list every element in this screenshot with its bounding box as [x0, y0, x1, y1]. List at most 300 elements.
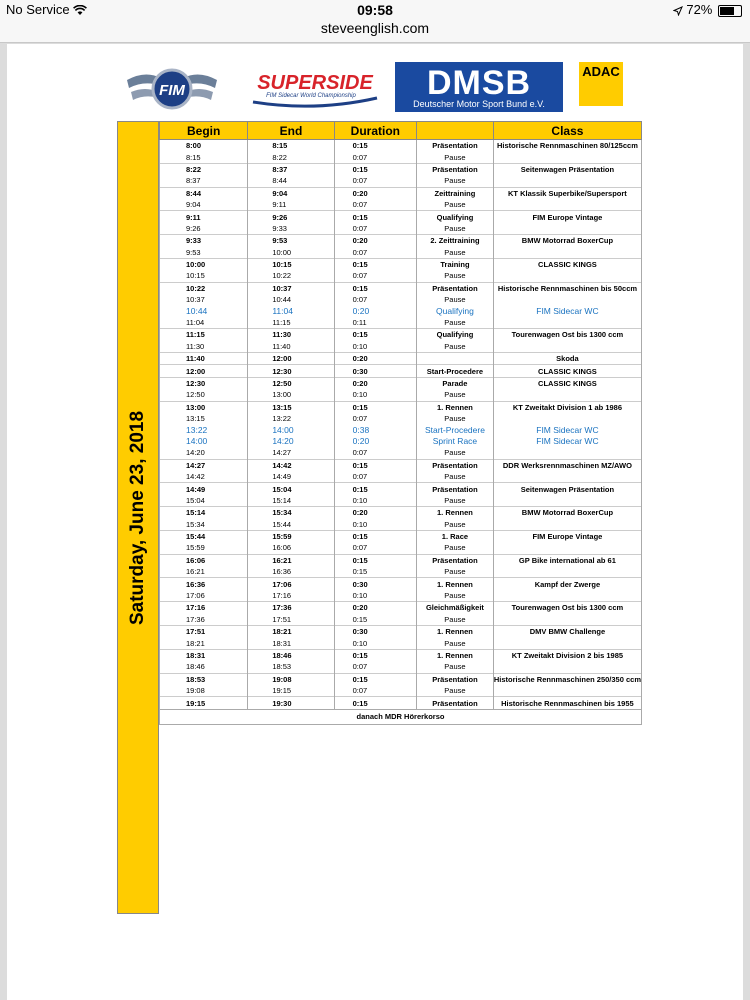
end-cell: 10:22: [248, 270, 334, 282]
superside-logo: [245, 68, 385, 108]
pause-row: [160, 389, 642, 401]
end-cell: 11:15: [248, 317, 334, 329]
class-cell: [493, 223, 641, 235]
status-right: [673, 2, 742, 17]
end-cell: 15:44: [248, 519, 334, 531]
class-cell: [493, 519, 641, 531]
clock: 09:58: [357, 2, 393, 18]
class-cell: Skoda: [493, 353, 641, 365]
duration-cell: 0:11: [334, 317, 416, 329]
end-cell: 15:04: [248, 483, 334, 495]
end-cell: 11:30: [248, 329, 334, 341]
svg-text:SUPERSIDE: SUPERSIDE: [257, 72, 373, 94]
activity-cell: Pause: [417, 495, 494, 507]
end-cell: 16:06: [248, 542, 334, 554]
duration-cell: 0:10: [334, 389, 416, 401]
duration-cell: 0:10: [334, 341, 416, 353]
begin-cell: 10:00: [160, 258, 248, 270]
header-duration: Duration: [334, 122, 416, 140]
session-row: [160, 578, 642, 590]
header-end: End: [248, 122, 334, 140]
end-cell: 13:00: [248, 389, 334, 401]
begin-cell: 17:51: [160, 626, 248, 638]
class-cell: [493, 471, 641, 483]
session-row: [160, 211, 642, 223]
pause-row: [160, 317, 642, 329]
end-cell: 14:42: [248, 459, 334, 471]
duration-cell: 0:07: [334, 447, 416, 459]
class-cell: KT Zweitakt Division 1 ab 1986: [493, 401, 641, 413]
duration-cell: 0:10: [334, 519, 416, 531]
session-row: [160, 258, 642, 270]
end-cell: 14:00: [248, 424, 334, 435]
begin-cell: 16:06: [160, 554, 248, 566]
end-cell: 15:59: [248, 530, 334, 542]
end-cell: 15:34: [248, 507, 334, 519]
activity-cell: [417, 353, 494, 365]
begin-cell: 18:21: [160, 637, 248, 649]
class-cell: [493, 614, 641, 626]
battery-percent: 72%: [686, 2, 713, 17]
begin-cell: 18:53: [160, 673, 248, 685]
pause-row: [160, 175, 642, 187]
duration-cell: 0:15: [334, 649, 416, 661]
duration-cell: 0:15: [334, 329, 416, 341]
session-row: [160, 459, 642, 471]
end-cell: 18:53: [248, 661, 334, 673]
class-cell: [493, 495, 641, 507]
carrier-label: No Service: [6, 2, 70, 17]
end-cell: 14:27: [248, 447, 334, 459]
begin-cell: 15:44: [160, 530, 248, 542]
class-cell: [493, 270, 641, 282]
begin-cell: 13:00: [160, 401, 248, 413]
session-row: [160, 365, 642, 377]
duration-cell: 0:20: [334, 353, 416, 365]
end-cell: 9:33: [248, 223, 334, 235]
activity-cell: Pause: [417, 223, 494, 235]
begin-cell: 15:59: [160, 542, 248, 554]
dmsb-logo: [395, 62, 563, 112]
begin-cell: 10:15: [160, 270, 248, 282]
duration-cell: 0:15: [334, 282, 416, 294]
pause-row: [160, 685, 642, 697]
activity-cell: Pause: [417, 685, 494, 697]
class-cell: [493, 637, 641, 649]
activity-cell: Präsentation: [417, 697, 494, 709]
activity-cell: Pause: [417, 247, 494, 259]
activity-cell: Präsentation: [417, 673, 494, 685]
begin-cell: 16:21: [160, 566, 248, 578]
activity-cell: 1. Rennen: [417, 649, 494, 661]
class-cell: Seitenwagen Präsentation: [493, 483, 641, 495]
activity-cell: Präsentation: [417, 554, 494, 566]
begin-cell: 8:37: [160, 175, 248, 187]
activity-cell: 2. Zeittraining: [417, 235, 494, 247]
end-cell: 12:50: [248, 377, 334, 389]
duration-cell: 0:07: [334, 685, 416, 697]
activity-cell: Präsentation: [417, 483, 494, 495]
end-cell: 14:49: [248, 471, 334, 483]
class-cell: [493, 447, 641, 459]
end-cell: 10:37: [248, 282, 334, 294]
session-row: [160, 377, 642, 389]
pause-row: [160, 590, 642, 602]
session-row: [160, 329, 642, 341]
session-row: [160, 187, 642, 199]
begin-cell: 9:53: [160, 247, 248, 259]
pause-row: [160, 471, 642, 483]
adac-logo: [579, 62, 623, 106]
begin-cell: 16:36: [160, 578, 248, 590]
class-cell: Tourenwagen Ost bis 1300 ccm: [493, 602, 641, 614]
duration-cell: 0:15: [334, 163, 416, 175]
activity-cell: Pause: [417, 175, 494, 187]
end-cell: 9:26: [248, 211, 334, 223]
session-row: [160, 673, 642, 685]
begin-cell: 8:15: [160, 151, 248, 163]
duration-cell: 0:07: [334, 294, 416, 305]
class-cell: [493, 542, 641, 554]
class-cell: Historische Rennmaschinen 80/125ccm: [493, 140, 641, 152]
duration-cell: 0:20: [334, 602, 416, 614]
end-cell: 8:15: [248, 140, 334, 152]
session-row: [160, 436, 642, 447]
duration-cell: 0:10: [334, 637, 416, 649]
end-cell: 9:11: [248, 199, 334, 211]
end-cell: 18:31: [248, 637, 334, 649]
status-bar: [0, 0, 750, 20]
session-row: [160, 163, 642, 175]
activity-cell: Qualifying: [417, 329, 494, 341]
duration-cell: 0:15: [334, 673, 416, 685]
begin-cell: 11:15: [160, 329, 248, 341]
end-cell: 18:46: [248, 649, 334, 661]
pause-row: [160, 519, 642, 531]
begin-cell: 17:36: [160, 614, 248, 626]
activity-cell: Pause: [417, 151, 494, 163]
duration-cell: 0:07: [334, 661, 416, 673]
begin-cell: 19:08: [160, 685, 248, 697]
begin-cell: 18:46: [160, 661, 248, 673]
session-row: [160, 235, 642, 247]
class-cell: BMW Motorrad BoxerCup: [493, 235, 641, 247]
session-row: [160, 602, 642, 614]
session-row: [160, 626, 642, 638]
activity-cell: Pause: [417, 341, 494, 353]
activity-cell: 1. Rennen: [417, 401, 494, 413]
class-cell: [493, 175, 641, 187]
begin-cell: 9:33: [160, 235, 248, 247]
duration-cell: 0:30: [334, 365, 416, 377]
duration-cell: 0:07: [334, 175, 416, 187]
activity-cell: 1. Race: [417, 530, 494, 542]
duration-cell: 0:07: [334, 223, 416, 235]
begin-cell: 13:15: [160, 413, 248, 424]
duration-cell: 0:07: [334, 413, 416, 424]
duration-cell: 0:15: [334, 566, 416, 578]
activity-cell: Pause: [417, 270, 494, 282]
class-cell: [493, 685, 641, 697]
activity-cell: Start-Procedere: [417, 424, 494, 435]
begin-cell: 8:44: [160, 187, 248, 199]
end-cell: 9:53: [248, 235, 334, 247]
activity-cell: Parade: [417, 377, 494, 389]
session-row: [160, 305, 642, 316]
begin-cell: 11:04: [160, 317, 248, 329]
battery-icon: [718, 5, 742, 17]
class-cell: DDR Werksrennmaschinen MZ/AWO: [493, 459, 641, 471]
duration-cell: 0:15: [334, 483, 416, 495]
activity-cell: 1. Rennen: [417, 578, 494, 590]
session-row: [160, 140, 642, 152]
class-cell: KT Zweitakt Division 2 bis 1985: [493, 649, 641, 661]
end-cell: 14:20: [248, 436, 334, 447]
activity-cell: 1. Rennen: [417, 626, 494, 638]
activity-cell: Präsentation: [417, 163, 494, 175]
session-row: [160, 483, 642, 495]
class-cell: [493, 199, 641, 211]
end-cell: 12:30: [248, 365, 334, 377]
activity-cell: Pause: [417, 590, 494, 602]
class-cell: [493, 661, 641, 673]
begin-cell: 11:40: [160, 353, 248, 365]
begin-cell: 9:11: [160, 211, 248, 223]
end-cell: 11:04: [248, 305, 334, 316]
activity-cell: Pause: [417, 519, 494, 531]
end-cell: 10:44: [248, 294, 334, 305]
duration-cell: 0:20: [334, 507, 416, 519]
activity-cell: Pause: [417, 199, 494, 211]
begin-cell: 14:20: [160, 447, 248, 459]
duration-cell: 0:10: [334, 590, 416, 602]
svg-text:FIM Sidecar World Championship: FIM Sidecar World Championship: [266, 93, 356, 99]
class-cell: Tourenwagen Ost bis 1300 ccm: [493, 329, 641, 341]
end-cell: 17:51: [248, 614, 334, 626]
activity-cell: Pause: [417, 389, 494, 401]
pause-row: [160, 614, 642, 626]
activity-cell: Pause: [417, 294, 494, 305]
header-class: Class: [493, 122, 641, 140]
header-activity: [417, 122, 494, 140]
begin-cell: 14:42: [160, 471, 248, 483]
location-arrow-icon: [673, 6, 683, 16]
activity-cell: Training: [417, 258, 494, 270]
pause-row: [160, 294, 642, 305]
begin-cell: 12:50: [160, 389, 248, 401]
end-cell: 10:00: [248, 247, 334, 259]
class-cell: FIM Europe Vintage: [493, 530, 641, 542]
duration-cell: 0:15: [334, 258, 416, 270]
begin-cell: 12:30: [160, 377, 248, 389]
end-cell: 17:36: [248, 602, 334, 614]
pause-row: [160, 637, 642, 649]
activity-cell: Pause: [417, 471, 494, 483]
class-cell: BMW Motorrad BoxerCup: [493, 507, 641, 519]
logo-strip: [7, 44, 743, 120]
duration-cell: 0:20: [334, 235, 416, 247]
pause-row: [160, 247, 642, 259]
begin-cell: 12:00: [160, 365, 248, 377]
begin-cell: 14:49: [160, 483, 248, 495]
class-cell: [493, 151, 641, 163]
end-cell: 13:22: [248, 413, 334, 424]
begin-cell: 15:14: [160, 507, 248, 519]
dmsb-logo-text: DMSB: [426, 64, 532, 102]
activity-cell: Präsentation: [417, 140, 494, 152]
class-cell: [493, 590, 641, 602]
class-cell: [493, 566, 641, 578]
activity-cell: Präsentation: [417, 459, 494, 471]
class-cell: DMV BMW Challenge: [493, 626, 641, 638]
pause-row: [160, 495, 642, 507]
begin-cell: 17:16: [160, 602, 248, 614]
activity-cell: Pause: [417, 413, 494, 424]
class-cell: Historische Rennmaschinen bis 1955: [493, 697, 641, 709]
duration-cell: 0:15: [334, 459, 416, 471]
begin-cell: 9:04: [160, 199, 248, 211]
duration-cell: 0:38: [334, 424, 416, 435]
begin-cell: 10:44: [160, 305, 248, 316]
duration-cell: 0:10: [334, 495, 416, 507]
begin-cell: 13:22: [160, 424, 248, 435]
activity-cell: Qualifying: [417, 305, 494, 316]
begin-cell: 14:27: [160, 459, 248, 471]
day-label-bar: [117, 121, 159, 914]
session-row: [160, 554, 642, 566]
duration-cell: 0:30: [334, 626, 416, 638]
duration-cell: 0:07: [334, 542, 416, 554]
activity-cell: Pause: [417, 317, 494, 329]
duration-cell: 0:20: [334, 187, 416, 199]
duration-cell: 0:20: [334, 436, 416, 447]
session-row: [160, 401, 642, 413]
end-cell: 8:22: [248, 151, 334, 163]
class-cell: [493, 247, 641, 259]
class-cell: [493, 317, 641, 329]
activity-cell: Zeittraining: [417, 187, 494, 199]
activity-cell: Präsentation: [417, 282, 494, 294]
activity-cell: Start-Procedere: [417, 365, 494, 377]
class-cell: Historische Rennmaschinen bis 50ccm: [493, 282, 641, 294]
begin-cell: 8:22: [160, 163, 248, 175]
end-cell: 13:15: [248, 401, 334, 413]
begin-cell: 11:30: [160, 341, 248, 353]
activity-cell: Gleichmäßigkeit: [417, 602, 494, 614]
end-cell: 17:06: [248, 578, 334, 590]
begin-cell: 9:26: [160, 223, 248, 235]
duration-cell: 0:15: [334, 530, 416, 542]
header-row: [160, 122, 642, 140]
fim-logo: [125, 64, 219, 114]
begin-cell: 14:00: [160, 436, 248, 447]
class-cell: [493, 413, 641, 424]
end-cell: 10:15: [248, 258, 334, 270]
duration-cell: 0:07: [334, 247, 416, 259]
duration-cell: 0:07: [334, 151, 416, 163]
activity-cell: Sprint Race: [417, 436, 494, 447]
adac-logo-text: ADAC: [582, 64, 620, 79]
pause-row: [160, 270, 642, 282]
pause-row: [160, 199, 642, 211]
session-row: [160, 282, 642, 294]
duration-cell: 0:07: [334, 199, 416, 211]
class-cell: Seitenwagen Präsentation: [493, 163, 641, 175]
class-cell: FIM Europe Vintage: [493, 211, 641, 223]
begin-cell: 8:00: [160, 140, 248, 152]
dmsb-logo-subtitle: Deutscher Motor Sport Bund e.V.: [413, 99, 545, 109]
pause-row: [160, 566, 642, 578]
end-cell: 11:40: [248, 341, 334, 353]
activity-cell: Pause: [417, 566, 494, 578]
end-cell: 18:21: [248, 626, 334, 638]
class-cell: GP Bike international ab 61: [493, 554, 641, 566]
pause-row: [160, 413, 642, 424]
activity-cell: Pause: [417, 661, 494, 673]
class-cell: CLASSIC KINGS: [493, 258, 641, 270]
class-cell: Kampf der Zwerge: [493, 578, 641, 590]
svg-text:FIM: FIM: [159, 82, 185, 99]
duration-cell: 0:20: [334, 377, 416, 389]
pause-row: [160, 542, 642, 554]
duration-cell: 0:15: [334, 401, 416, 413]
duration-cell: 0:07: [334, 471, 416, 483]
duration-cell: 0:15: [334, 614, 416, 626]
begin-cell: 19:15: [160, 697, 248, 709]
end-cell: 19:08: [248, 673, 334, 685]
document-page: [7, 44, 743, 1000]
day-label: Saturday, June 23, 2018: [127, 410, 148, 625]
class-cell: CLASSIC KINGS: [493, 365, 641, 377]
session-row: [160, 697, 642, 709]
pause-row: [160, 223, 642, 235]
end-cell: 17:16: [248, 590, 334, 602]
session-row: [160, 424, 642, 435]
duration-cell: 0:20: [334, 305, 416, 316]
end-cell: 19:15: [248, 685, 334, 697]
footer-row: [160, 709, 642, 724]
end-cell: 16:36: [248, 566, 334, 578]
duration-cell: 0:15: [334, 211, 416, 223]
begin-cell: 17:06: [160, 590, 248, 602]
class-cell: FIM Sidecar WC: [493, 305, 641, 316]
end-cell: 16:21: [248, 554, 334, 566]
schedule-table: [159, 121, 642, 725]
end-cell: 15:14: [248, 495, 334, 507]
begin-cell: 15:34: [160, 519, 248, 531]
begin-cell: 18:31: [160, 649, 248, 661]
header-begin: Begin: [160, 122, 248, 140]
address-bar[interactable]: [0, 20, 750, 43]
pause-row: [160, 661, 642, 673]
activity-cell: Pause: [417, 637, 494, 649]
pause-row: [160, 151, 642, 163]
class-cell: [493, 294, 641, 305]
end-cell: 8:37: [248, 163, 334, 175]
begin-cell: 15:04: [160, 495, 248, 507]
class-cell: Historische Rennmaschinen 250/350 ccm: [493, 674, 641, 684]
class-cell: KT Klassik Superbike/Supersport: [493, 187, 641, 199]
duration-cell: 0:15: [334, 697, 416, 709]
url-text[interactable]: steveenglish.com: [320, 20, 430, 36]
end-cell: 19:30: [248, 697, 334, 709]
activity-cell: Pause: [417, 542, 494, 554]
footer-note: danach MDR Hörerkorso: [160, 709, 642, 724]
begin-cell: 10:37: [160, 294, 248, 305]
begin-cell: 10:22: [160, 282, 248, 294]
duration-cell: 0:15: [334, 554, 416, 566]
class-cell: [493, 341, 641, 353]
